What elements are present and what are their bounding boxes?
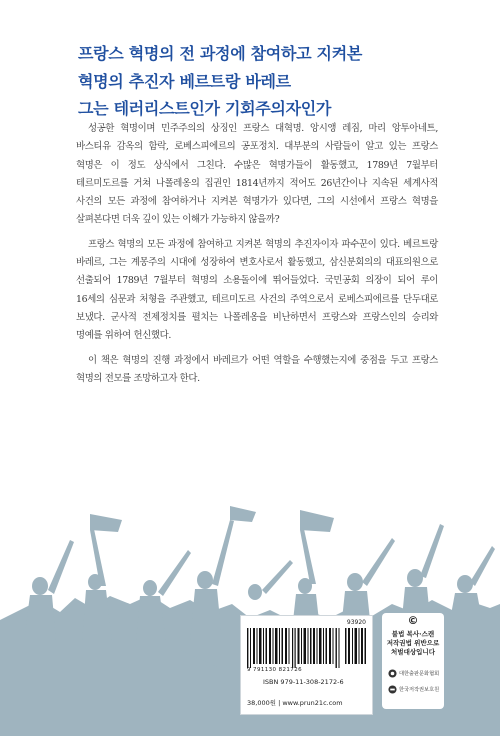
copyright-symbol-icon: © xyxy=(407,614,419,627)
copyright-notice xyxy=(382,613,444,709)
headline-line-2: 혁명의 추진자 베르트랑 바레르 xyxy=(78,71,291,91)
description-paragraph-1: 성공한 혁명이며 민주주의의 상징인 프랑스 대혁명. 앙시앵 레짐, 마리 앙투아네트, 바스티유 감옥의 함락, 로베스피에르의 공포정치. 대부분의 사람들이 알고 있는 프랑스 혁명은 이 정도 상식에서 그친다. 수많은 혁명가들이 활동했고, 1789년 7월부터 테르미도르를 거쳐 나폴레옹의 집권인 1814년까지 적어도 26년간이나 지속된 세계사적 사건의 모든 과정에 참여하거나 지켜본 혁명가가 있다면, 그의 시선에서 프랑스 혁명을 살펴본다면 더욱 깊이 있는 이해가 가능하지 않을까? xyxy=(76,123,438,226)
org-name-2: 한국저작권보호원 xyxy=(399,687,440,693)
isbn-barcode-box xyxy=(240,615,373,715)
description-text xyxy=(76,120,438,394)
price-and-website: 38,000원 | www.prun21c.com xyxy=(247,699,343,707)
description-paragraph-2: 프랑스 혁명의 모든 과정에 참여하고 지켜본 혁명의 추진자이자 파수꾼이 있다. 베르트랑 바레르, 그는 계몽주의 시대에 성장하여 변호사로서 활동했고, 삼신분회의의 대표의원으로 선출되어 1789년 7월부터 혁명의 소용돌이에 뛰어들었다. 국민공회 의장이 되어 루이 16세의 심문과 처형을 주관했고, 테르미도르 사건의 주역으로서 로베스피에르를 단두대로 보냈다. 군사적 전제정치를 펼치는 나폴레옹을 비난하면서 프랑스와 프랑스인의 승리와 명예를 위하여 헌신했다. xyxy=(76,238,438,342)
barcode-icon xyxy=(247,628,341,668)
headline xyxy=(78,40,478,123)
copyright-protection-logo-icon xyxy=(388,685,397,694)
org-name-1: 대한출판문화협회 xyxy=(399,671,440,677)
barcode-digits: 9 791130 821726 xyxy=(247,667,302,673)
notice-line-1: 불법 복사·스캔 xyxy=(391,630,435,638)
description-paragraph-3: 이 책은 혁명의 진행 과정에서 바레르가 어떤 역할을 수행했는지에 중점을 두고 프랑스 혁명의 전모를 조망하고자 한다. xyxy=(76,354,438,384)
notice-line-3: 처벌대상입니다 xyxy=(391,648,435,656)
headline-line-3: 그는 테러리스트인가 기회주의자인가 xyxy=(78,99,332,118)
headline-line-1: 프랑스 혁명의 전 과정에 참여하고 지켜본 xyxy=(78,44,363,63)
publishers-association-logo-icon xyxy=(388,669,397,678)
notice-line-2: 저작권법 위반으로 xyxy=(386,639,440,647)
addon-barcode-icon xyxy=(345,628,367,664)
isbn-number: ISBN 979-11-308-2172-6 xyxy=(263,678,344,686)
barcode-addon-number: 93920 xyxy=(346,619,366,626)
